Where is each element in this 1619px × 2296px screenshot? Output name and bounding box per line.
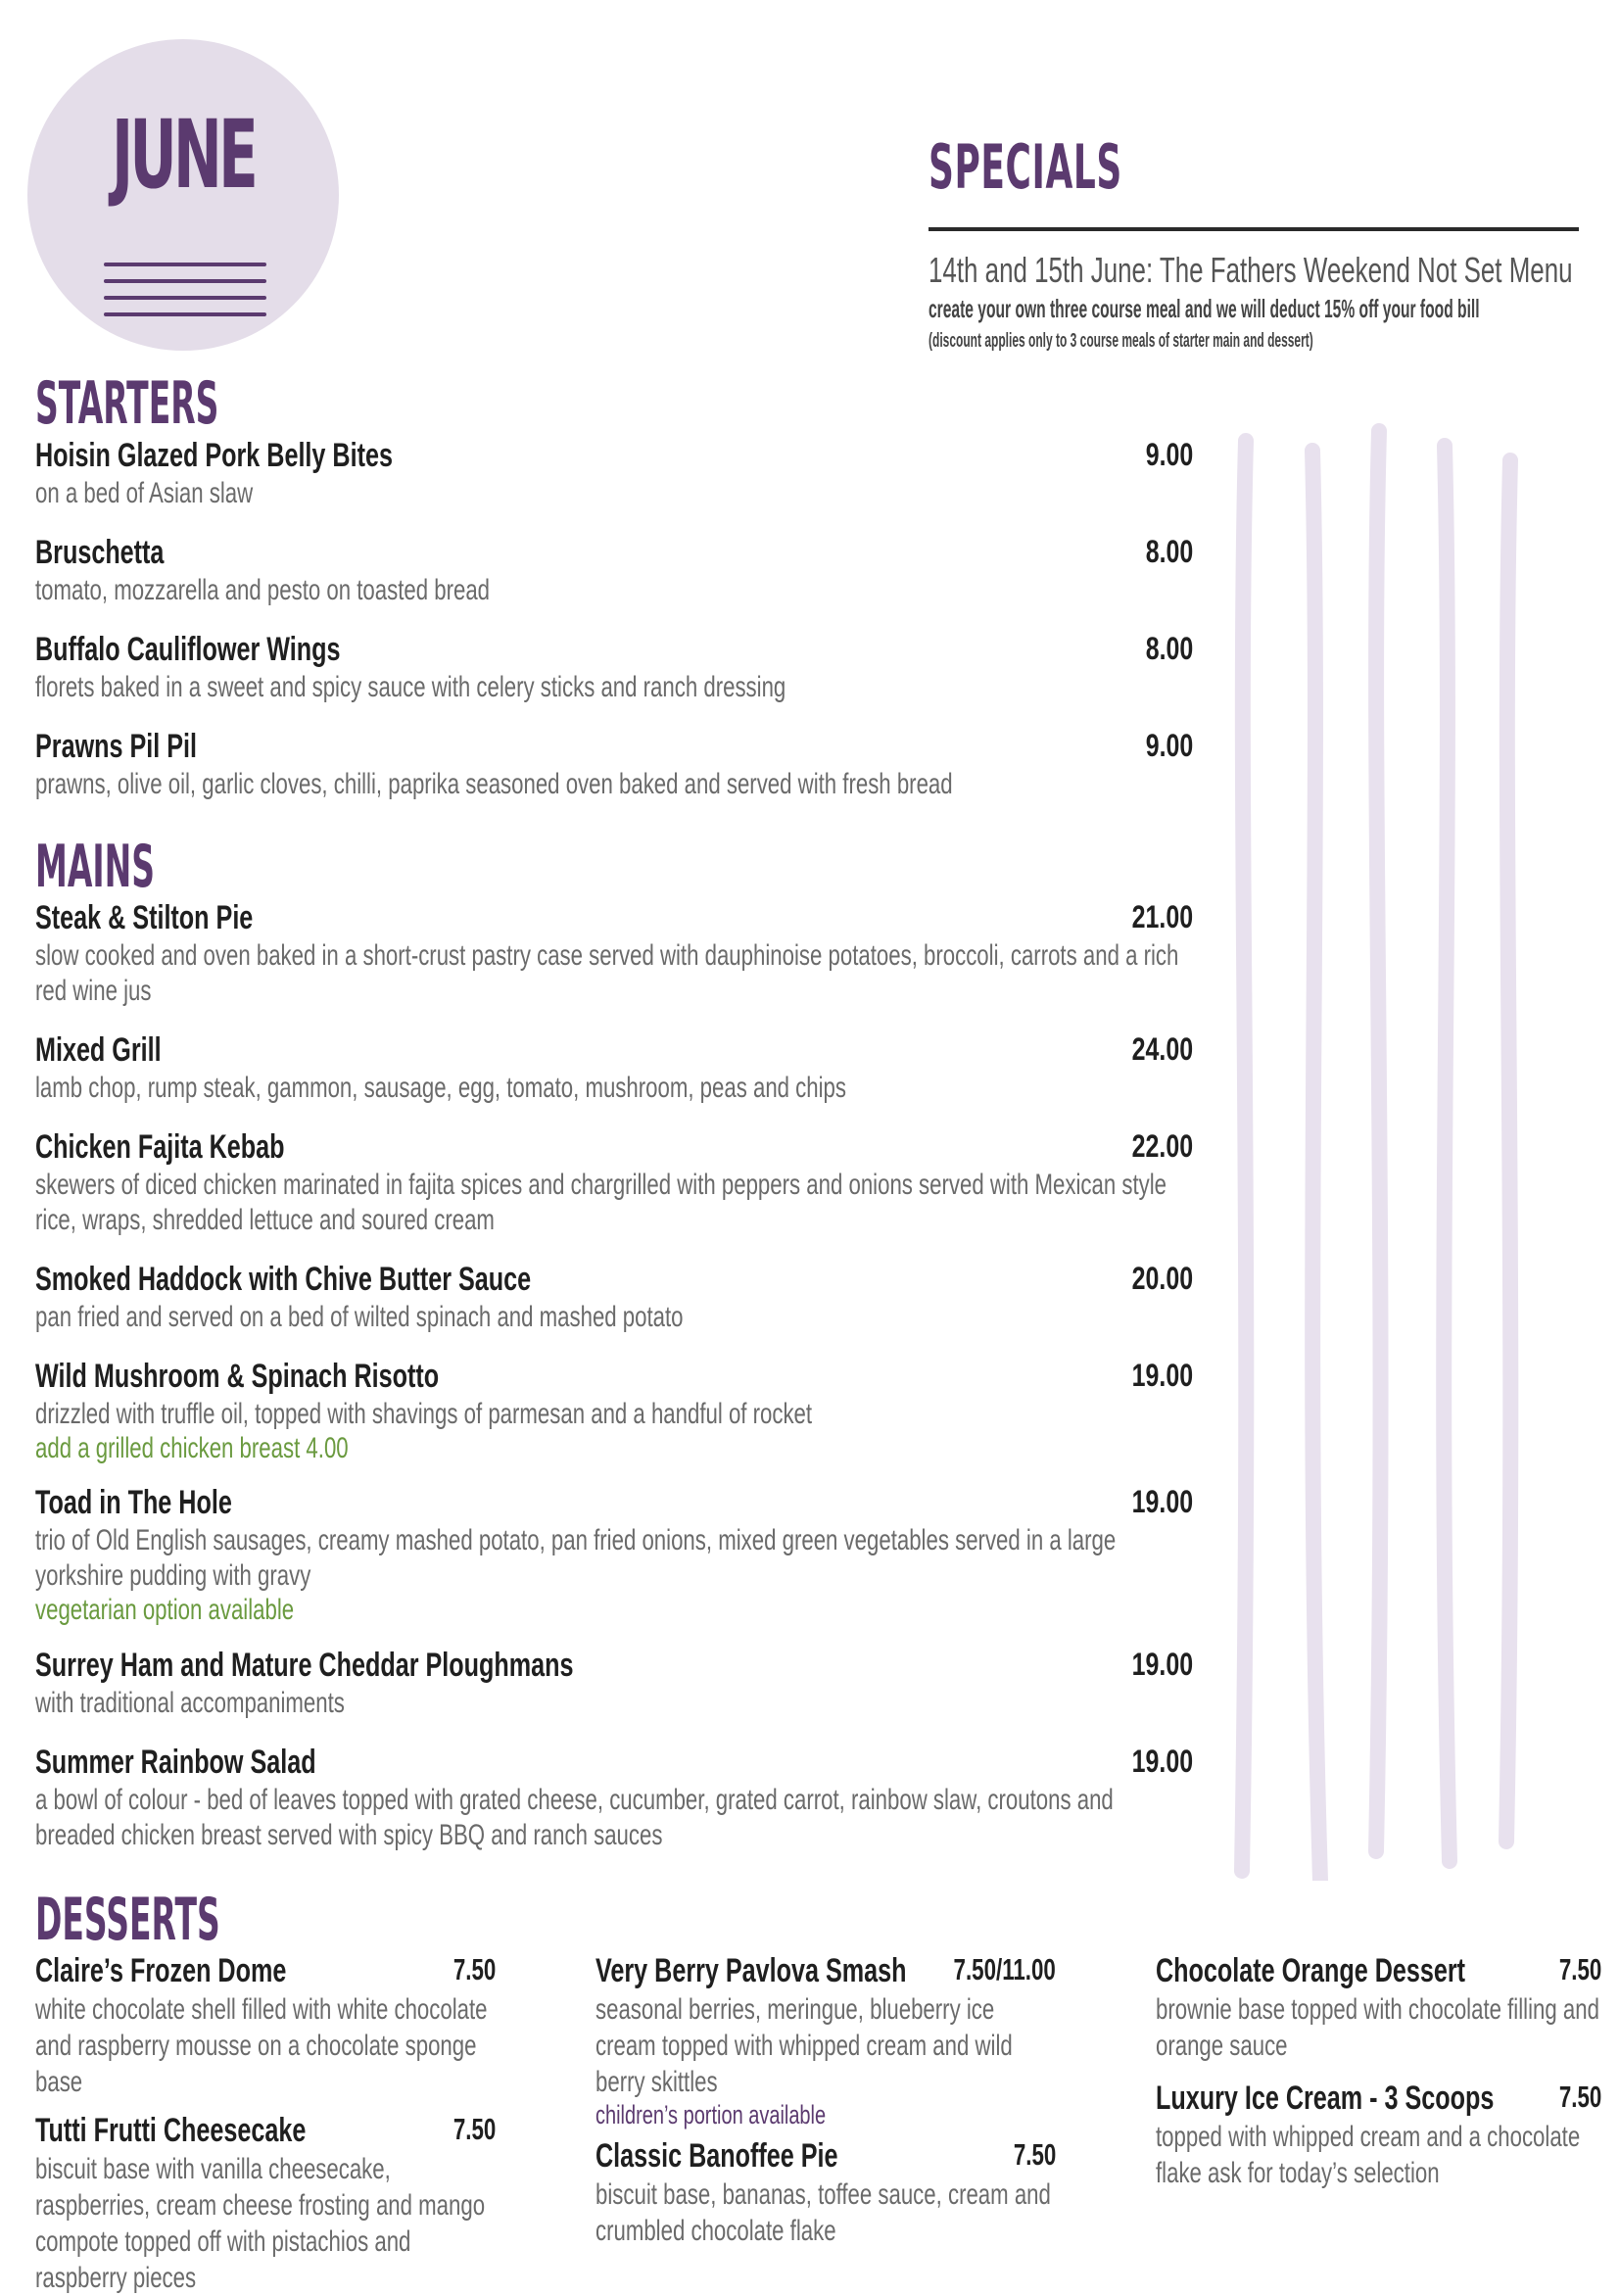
dessert-note: children’s portion available (595, 2100, 827, 2129)
specials-disclaimer: (discount applies only to 3 course meals of starter main and dessert) (929, 330, 1313, 352)
item-price: 9.00 (1145, 728, 1193, 763)
dessert-item (1156, 2081, 1601, 2191)
item-description: florets baked in a sweet and spicy sauce with celery sticks and ranch dressing (35, 671, 786, 703)
item-description: trio of Old English sausages, creamy mashed potato, pan fried onions, mixed green vegetables served in a large yorkshire pudding with gravy (35, 1524, 1117, 1592)
june-badge (27, 39, 339, 351)
item-description: lamb chop, rump steak, gammon, sausage, egg, tomato, mushroom, peas and chips (35, 1072, 847, 1104)
item-name: Wild Mushroom & Spinach Risotto (35, 1358, 440, 1395)
menu-item (35, 536, 1201, 608)
specials-offer: create your own three course meal and we will deduct 15% off your food bill (929, 294, 1480, 323)
menu-item (35, 1486, 1201, 1627)
dessert-item (595, 1954, 1056, 2129)
decorative-stripes (1224, 421, 1548, 1881)
dessert-item (35, 1954, 496, 2100)
item-addon-note: add a grilled chicken breast 4.00 (35, 1432, 349, 1464)
dessert-price: 7.50 (1013, 2137, 1056, 2172)
item-name: Bruschetta (35, 534, 165, 571)
item-description: skewers of diced chicken marinated in fajita spices and chargrilled with peppers and onions served with Mexican style rice, wraps, shredded lettuce and soured cream (35, 1169, 1167, 1236)
item-description: pan fried and served on a bed of wilted spinach and mashed potato (35, 1301, 684, 1333)
dessert-item (1156, 1954, 1601, 2064)
item-price: 19.00 (1131, 1484, 1193, 1519)
menu-item (35, 1649, 1201, 1721)
item-name: Smoked Haddock with Chive Butter Sauce (35, 1261, 532, 1298)
item-description: prawns, olive oil, garlic cloves, chilli, paprika seasoned oven baked and served with fresh bread (35, 768, 953, 800)
item-name: Summer Rainbow Salad (35, 1744, 316, 1781)
item-description: with traditional accompaniments (35, 1687, 345, 1719)
dessert-name: Chocolate Orange Dessert (1156, 1952, 1466, 1989)
dessert-name: Luxury Ice Cream - 3 Scoops (1156, 2080, 1495, 2117)
item-price: 8.00 (1145, 534, 1193, 569)
menu-item (35, 439, 1201, 511)
badge-lines-decoration (104, 263, 266, 329)
dessert-description: biscuit base with vanilla cheesecake, raspberries, cream cheese frosting and mango compote topped off with pistachios and raspberry pieces (35, 2153, 486, 2294)
item-price: 19.00 (1131, 1647, 1193, 1682)
specials-headline: 14th and 15th June: The Fathers Weekend Not Set Menu (929, 250, 1573, 290)
badge-title: JUNE (111, 100, 256, 210)
item-price: 20.00 (1131, 1261, 1193, 1296)
desserts-title: DESSERTS (35, 1886, 220, 1954)
item-name: Chicken Fajita Kebab (35, 1128, 285, 1166)
item-name: Buffalo Cauliflower Wings (35, 631, 341, 668)
dessert-price: 7.50 (452, 1952, 496, 1986)
menu-item (35, 1746, 1201, 1853)
menu-item (35, 1360, 1201, 1465)
starters-title: STARTERS (35, 369, 219, 438)
dessert-price: 7.50 (1558, 2080, 1601, 2114)
dessert-price: 7.50 (452, 2112, 496, 2146)
menu-item (35, 901, 1201, 1009)
specials-title: SPECIALS (929, 131, 1122, 203)
dessert-price: 7.50 (1558, 1952, 1601, 1986)
item-description: tomato, mozzarella and pesto on toasted bread (35, 574, 491, 606)
dessert-name: Claire’s Frozen Dome (35, 1952, 287, 1989)
item-addon-note: vegetarian option available (35, 1594, 295, 1626)
dessert-description: topped with whipped cream and a chocolate flake ask for today’s selection (1156, 2121, 1581, 2189)
item-price: 9.00 (1145, 437, 1193, 472)
dessert-price: 7.50/11.00 (953, 1952, 1056, 1986)
dessert-name: Tutti Frutti Cheesecake (35, 2112, 307, 2149)
menu-item (35, 730, 1201, 802)
item-description: slow cooked and oven baked in a short-crust pastry case served with dauphinoise potatoes, broccoli, carrots and a rich red wine jus (35, 939, 1179, 1007)
item-description: a bowl of colour - bed of leaves topped with grated cheese, cucumber, grated carrot, rainbow slaw, croutons and breaded chicken breast served with spicy BBQ and ranch sauces (35, 1784, 1114, 1851)
item-price: 19.00 (1131, 1358, 1193, 1393)
item-price: 8.00 (1145, 631, 1193, 666)
dessert-description: white chocolate shell filled with white chocolate and raspberry mousse on a chocolate sponge base (35, 1993, 488, 2098)
menu-item (35, 1263, 1201, 1335)
item-name: Prawns Pil Pil (35, 728, 198, 765)
item-name: Mixed Grill (35, 1031, 162, 1069)
menu-item (35, 1033, 1201, 1106)
menu-item (35, 1130, 1201, 1238)
item-price: 22.00 (1131, 1128, 1193, 1164)
dessert-item (595, 2139, 1056, 2249)
item-name: Toad in The Hole (35, 1484, 232, 1521)
mains-title: MAINS (35, 833, 156, 901)
dessert-name: Very Berry Pavlova Smash (595, 1952, 907, 1989)
item-name: Steak & Stilton Pie (35, 899, 254, 936)
menu-item (35, 633, 1201, 705)
item-description: drizzled with truffle oil, topped with shavings of parmesan and a handful of rocket (35, 1398, 813, 1430)
dessert-item (35, 2114, 496, 2296)
dessert-name: Classic Banoffee Pie (595, 2137, 838, 2175)
specials-divider (929, 227, 1579, 231)
item-price: 21.00 (1131, 899, 1193, 934)
dessert-description: brownie base topped with chocolate filling and orange sauce (1156, 1993, 1599, 2062)
item-price: 24.00 (1131, 1031, 1193, 1067)
item-name: Hoisin Glazed Pork Belly Bites (35, 437, 393, 474)
dessert-description: seasonal berries, meringue, blueberry ice cream topped with whipped cream and wild berry skittles (595, 1993, 1013, 2098)
dessert-description: biscuit base, bananas, toffee sauce, cream and crumbled chocolate flake (595, 2178, 1051, 2247)
item-price: 19.00 (1131, 1744, 1193, 1779)
item-name: Surrey Ham and Mature Cheddar Ploughmans (35, 1647, 574, 1684)
item-description: on a bed of Asian slaw (35, 477, 254, 509)
